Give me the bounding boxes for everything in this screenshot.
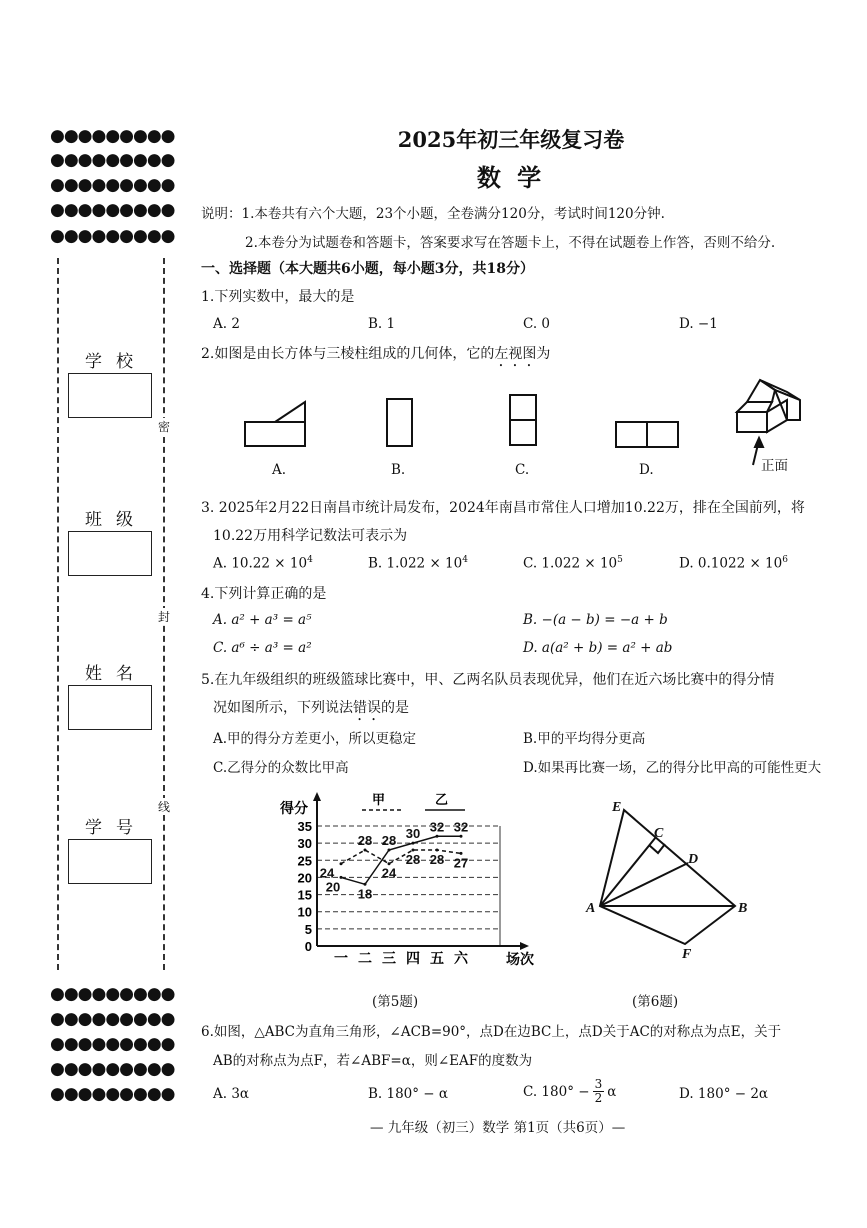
q6-caption: (第6题) <box>632 994 679 1010</box>
q3-option-a <box>213 555 313 572</box>
y-tick-label: 15 <box>297 887 312 903</box>
q6-option-d: D. 180° − 2α <box>679 1086 769 1102</box>
y-tick-label: 5 <box>304 921 312 937</box>
q5-option-b: B.甲的平均得分更高 <box>523 731 646 747</box>
data-label: 18 <box>357 886 373 902</box>
x-tick-label: 六 <box>454 951 468 967</box>
q2-label-c: C. <box>515 462 530 478</box>
q6-option-c-pre: C. 180° − <box>523 1083 590 1100</box>
q5-option-c: C.乙得分的众数比甲高 <box>213 760 349 776</box>
seal-char: 密 <box>158 420 171 434</box>
data-label: 32 <box>453 819 469 835</box>
school-label: 学校 <box>85 352 147 372</box>
q3-line-2: 10.22万用科学记数法可表示为 <box>213 528 408 544</box>
q3-option-b-exp: 4 <box>462 555 468 565</box>
q3-option-a-base: A. 10.22 × 10 <box>213 555 308 572</box>
data-point <box>412 842 415 845</box>
q2-label-b: B. <box>391 462 406 478</box>
data-label: 27 <box>453 855 469 871</box>
q2-figure-c <box>510 395 536 445</box>
data-point <box>340 862 343 865</box>
q3-option-c <box>523 555 623 572</box>
dot-row: ●●●●●●●●● <box>50 175 175 195</box>
point-d: D <box>688 852 699 867</box>
q6-option-a: A. 3α <box>213 1086 250 1102</box>
dot-row: ●●●●●●●●● <box>50 226 175 246</box>
q4-option-c: C. a⁶ ÷ a³ = a² <box>213 640 312 656</box>
point-b: B <box>738 901 748 916</box>
page-title: 2025年初三年级复习卷 <box>397 127 625 152</box>
note-2: 2.本卷分为试题卷和答题卡，答案要求写在答题卡上，不得在试题卷上作答，否则不给分. <box>245 235 776 251</box>
x-axis-arrow <box>520 942 529 950</box>
data-label: 28 <box>405 852 421 867</box>
q4-option-b: B. −(a − b) = −a + b <box>523 612 668 628</box>
q5-score-chart <box>280 788 550 973</box>
y-axis-label: 得分 <box>280 801 308 817</box>
q2-figure-b <box>387 399 412 446</box>
section-heading: 一、选择题（本大题共6小题，每小题3分，共18分） <box>201 261 534 277</box>
data-label: 20 <box>325 879 341 895</box>
q6-option-b: B. 180° − α <box>368 1086 449 1102</box>
subject-title: 数 学 <box>476 163 546 192</box>
page-footer: — 九年级（初三）数学 第1页（共6页）— <box>370 1120 626 1136</box>
q2-front-label: 正面 <box>761 458 788 474</box>
point-a: A <box>586 901 596 916</box>
q3-option-c-base: C. 1.022 × 10 <box>523 555 618 572</box>
q2-figures <box>200 370 840 475</box>
y-tick-label: 10 <box>297 904 312 920</box>
q5-option-a: A.甲的得分方差更小，所以更稳定 <box>213 731 417 747</box>
q6-line-1: 6.如图，△ABC为直角三角形，∠ACB=90°，点D在边BC上，点D关于AC的对称点为点E，关于 <box>201 1024 782 1040</box>
q3-option-d <box>679 555 788 572</box>
dot-row: ●●●●●●●●● <box>50 1084 175 1104</box>
data-label: 28 <box>381 833 397 848</box>
data-point <box>388 849 391 852</box>
dot-row: ●●●●●●●●● <box>50 1009 175 1029</box>
x-tick-label: 四 <box>406 951 420 967</box>
q4-option-d: D. a(a² + b) = a² + ab <box>523 640 673 656</box>
seal-char: 封 <box>158 610 171 624</box>
q2-stem <box>201 343 550 370</box>
y-tick-label: 30 <box>297 836 312 852</box>
q3-option-d-base: D. 0.1022 × 10 <box>679 555 783 572</box>
q2-solid-3d <box>737 380 800 432</box>
fraction-denominator: 2 <box>594 1091 603 1105</box>
dot-row: ●●●●●●●●● <box>50 150 175 170</box>
y-tick-label: 20 <box>297 870 312 886</box>
q1-option-d: D. −1 <box>679 316 718 332</box>
q1-option-b: B. 1 <box>368 316 396 332</box>
dot-row: ●●●●●●●●● <box>50 126 175 146</box>
class-field[interactable] <box>68 531 152 576</box>
q1-option-c: C. 0 <box>523 316 551 332</box>
x-axis-label: 场次 <box>506 952 534 968</box>
q5-line-2 <box>213 697 409 724</box>
data-label: 24 <box>319 865 335 881</box>
q2-figure-d <box>616 422 678 447</box>
q5-line-1: 5.在九年级组织的班级篮球比赛中，甲、乙两名队员表现优异，他们在近六场比赛中的得分情 <box>201 672 775 688</box>
x-tick-label: 三 <box>382 951 396 967</box>
seal-line-left <box>57 258 59 970</box>
q6-line-2: AB的对称点为点F，若∠ABF=α，则∠EAF的度数为 <box>213 1053 533 1069</box>
q2-stem-emphasis: 左视图 <box>494 346 537 362</box>
q6-option-c-post: α <box>607 1083 617 1100</box>
data-point <box>460 835 463 838</box>
q3-option-d-exp: 6 <box>782 555 788 565</box>
point-f: F <box>682 947 692 962</box>
data-point <box>436 835 439 838</box>
q5-caption: (第5题) <box>372 994 419 1010</box>
dot-row: ●●●●●●●●● <box>50 200 175 220</box>
q1-stem: 1.下列实数中，最大的是 <box>201 289 355 305</box>
y-tick-label: 0 <box>304 939 312 954</box>
x-tick-label: 一 <box>334 951 348 967</box>
point-e: E <box>612 800 622 815</box>
q3-option-b-base: B. 1.022 × 10 <box>368 555 463 572</box>
q5-line-2-pre: 况如图所示，下列说法 <box>213 700 353 716</box>
point-c: C <box>654 826 664 841</box>
q6-figure <box>580 795 765 965</box>
data-label: 28 <box>429 852 445 867</box>
name-field[interactable] <box>68 685 152 730</box>
seal-char: 线 <box>158 800 171 814</box>
q2-stem-post: 为 <box>536 346 551 362</box>
y-axis-arrow <box>313 792 321 801</box>
data-label: 30 <box>405 826 421 842</box>
student-number-label: 学号 <box>85 818 147 838</box>
q4-stem: 4.下列计算正确的是 <box>201 586 327 602</box>
y-tick-label: 35 <box>297 819 312 834</box>
dot-row: ●●●●●●●●● <box>50 984 175 1004</box>
q3-option-b <box>368 555 468 572</box>
q5-line-2-emphasis: 错误 <box>353 700 381 716</box>
legend-label: 甲 <box>372 793 386 808</box>
data-label: 28 <box>357 833 373 848</box>
class-label: 班级 <box>85 510 147 530</box>
q5-line-2-post: 的是 <box>381 700 409 716</box>
dot-row: ●●●●●●●●● <box>50 1034 175 1054</box>
q2-label-a: A. <box>272 462 287 478</box>
school-field[interactable] <box>68 373 152 418</box>
q6-option-c <box>523 1078 616 1105</box>
data-point <box>364 849 367 852</box>
q2-figure-a <box>245 402 305 446</box>
fraction-numerator: 3 <box>594 1077 603 1091</box>
name-label: 姓名 <box>85 664 147 684</box>
data-label: 24 <box>381 865 397 881</box>
dot-row: ●●●●●●●●● <box>50 1059 175 1079</box>
data-label: 32 <box>429 819 445 835</box>
note-1: 说明：1.本卷共有六个大题，23个小题，全卷满分120分，考试时间120分钟. <box>201 206 665 222</box>
q5-option-d: D.如果再比赛一场，乙的得分比甲高的可能性更大 <box>523 760 822 776</box>
student-number-field[interactable] <box>68 839 152 884</box>
q3-option-a-exp: 4 <box>307 555 313 565</box>
q2-label-d: D. <box>639 462 654 478</box>
q1-option-a: A. 2 <box>213 316 240 332</box>
q4-option-a: A. a² + a³ = a⁵ <box>213 612 312 628</box>
x-tick-label: 二 <box>358 951 372 967</box>
legend-label: 乙 <box>435 793 449 808</box>
q3-line-1: 3. 2025年2月22日南昌市统计局发布，2024年南昌市常住人口增加10.22万，排在全国前列，将 <box>201 500 805 516</box>
x-tick-label: 五 <box>430 951 444 967</box>
fraction <box>593 1078 605 1105</box>
q3-option-c-exp: 5 <box>617 555 623 565</box>
q2-stem-pre: 2.如图是由长方体与三棱柱组成的几何体，它的 <box>201 346 495 362</box>
y-tick-label: 25 <box>297 853 312 869</box>
